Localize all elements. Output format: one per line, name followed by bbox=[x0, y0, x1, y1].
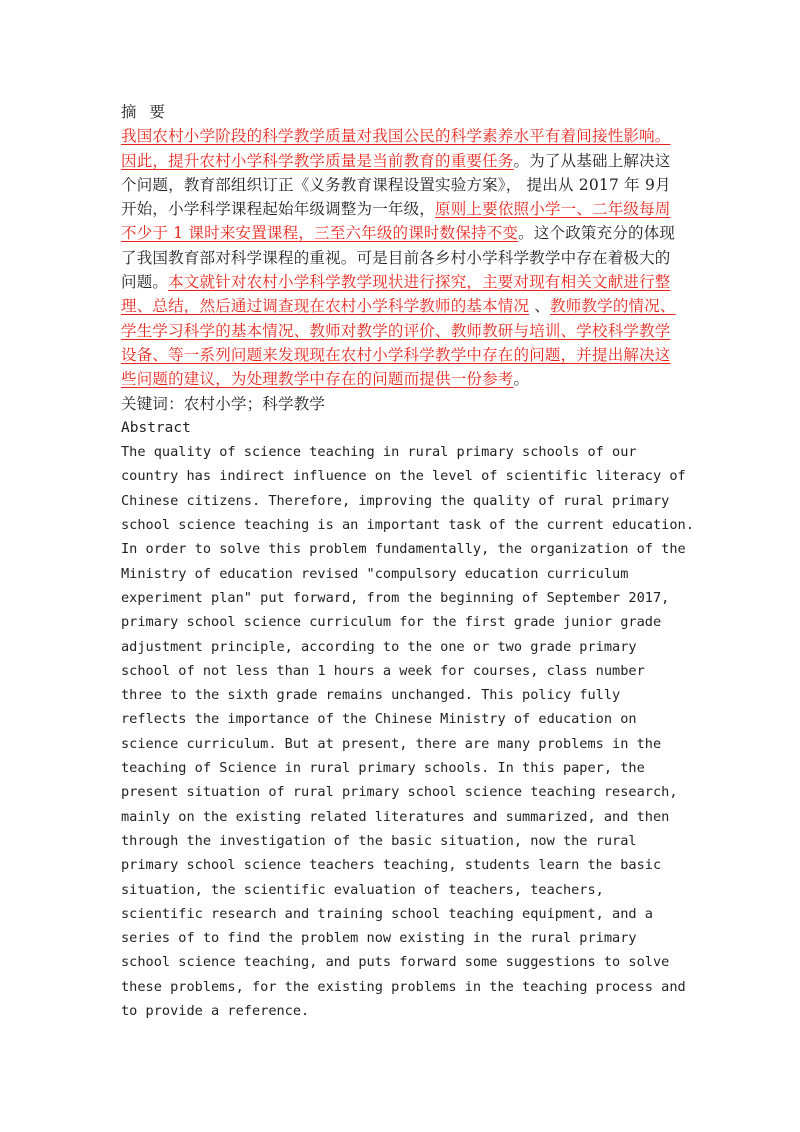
abstract-line: school science teaching is an important task of the current education. bbox=[121, 517, 694, 534]
abstract-line: present situation of rural primary school science teaching research, bbox=[121, 784, 678, 801]
abstract-line: to provide a reference. bbox=[121, 1002, 310, 1019]
abstract-line: experiment plan" put forward, from the beginning of September 2017, bbox=[121, 589, 670, 606]
highlighted-text: 我国农村小学阶段的科学教学质量对我国公民的科学素养水平有着间接性影响。因此，提升农村小学科学教学质量是当前教育的重要任务 bbox=[121, 127, 671, 170]
chinese-abstract-title: 摘 要 bbox=[121, 103, 169, 121]
english-abstract-body bbox=[121, 440, 694, 1023]
highlighted-text: 原则上要依照小学一、二年级每周不少于 1 课时来安置课程，三至六年级的课时数保持不变 bbox=[121, 200, 671, 243]
abstract-line: through the investigation of the basic situation, now the rural bbox=[121, 832, 637, 849]
abstract-line: situation, the scientific evaluation of teachers, teachers, bbox=[121, 881, 604, 898]
plain-text: 。 bbox=[513, 370, 530, 389]
abstract-line: science curriculum. But at present, there are many problems in the bbox=[121, 735, 662, 752]
abstract-line: reflects the importance of the Chinese Ministry of education on bbox=[121, 711, 637, 728]
abstract-line: primary school science curriculum for the first grade junior grade bbox=[121, 614, 662, 631]
chinese-abstract-body bbox=[121, 124, 681, 391]
abstract-line: these problems, for the existing problems in the teaching process and bbox=[121, 978, 686, 995]
abstract-line: scientific research and training school teaching equipment, and a bbox=[121, 905, 653, 922]
abstract-line: The quality of science teaching in rural primary schools of our bbox=[121, 444, 637, 461]
abstract-line: mainly on the existing related literatures and summarized, and then bbox=[121, 808, 670, 825]
document-page bbox=[121, 100, 694, 1023]
plain-text: 。为了从基础上解决这个问题，教育部组织订正《义务教育课程设置实验方案》， 提出从 2017 年 9月开始，小学科学课程起始年级调整为一年级， bbox=[121, 151, 671, 219]
abstract-line: In order to solve this problem fundamentally, the organization of the bbox=[121, 541, 686, 558]
chinese-keywords: 关键词：农村小学；科学教学 bbox=[121, 394, 326, 413]
highlighted-text: 教师教学的情况、学生学习科学的基本情况、教师对教学的评价、教师教研与培训、学校科学教学设备、等一系列问题来发现现在农村小学科学教学中存在的问题，并提出解决这些问题的建议，为处理教学中存在的问题而提供一份参考 bbox=[121, 297, 676, 389]
abstract-line: adjustment principle, according to the one or two grade primary bbox=[121, 638, 637, 655]
abstract-line: country has indirect influence on the level of scientific literacy of bbox=[121, 468, 686, 485]
highlighted-text: 本文就针对农村小学科学教学现状进行探究，主要对现有相关文献进行整理、总结，然后通过调查现在农村小学科学教师的基本情况 bbox=[121, 273, 671, 316]
abstract-line: school of not less than 1 hours a week for courses, class number bbox=[121, 662, 645, 679]
abstract-line: primary school science teachers teaching, students learn the basic bbox=[121, 857, 662, 874]
plain-text: 。这个政策充分的体现了我国教育部对科学课程的重视。可是目前各乡村小学科学教学中存在着极大的问题。 bbox=[121, 224, 676, 292]
abstract-line: series of to find the problem now existing in the rural primary bbox=[121, 930, 637, 947]
abstract-line: three to the sixth grade remains unchanged. This policy fully bbox=[121, 687, 621, 704]
english-abstract-title: Abstract bbox=[121, 419, 191, 436]
abstract-line: Chinese citizens. Therefore, improving the quality of rural primary bbox=[121, 492, 670, 509]
plain-text: 、 bbox=[529, 297, 551, 316]
abstract-line: school science teaching, and puts forward some suggestions to solve bbox=[121, 954, 670, 971]
abstract-line: Ministry of education revised "compulsory education curriculum bbox=[121, 565, 629, 582]
abstract-line: teaching of Science in rural primary schools. In this paper, the bbox=[121, 760, 645, 777]
